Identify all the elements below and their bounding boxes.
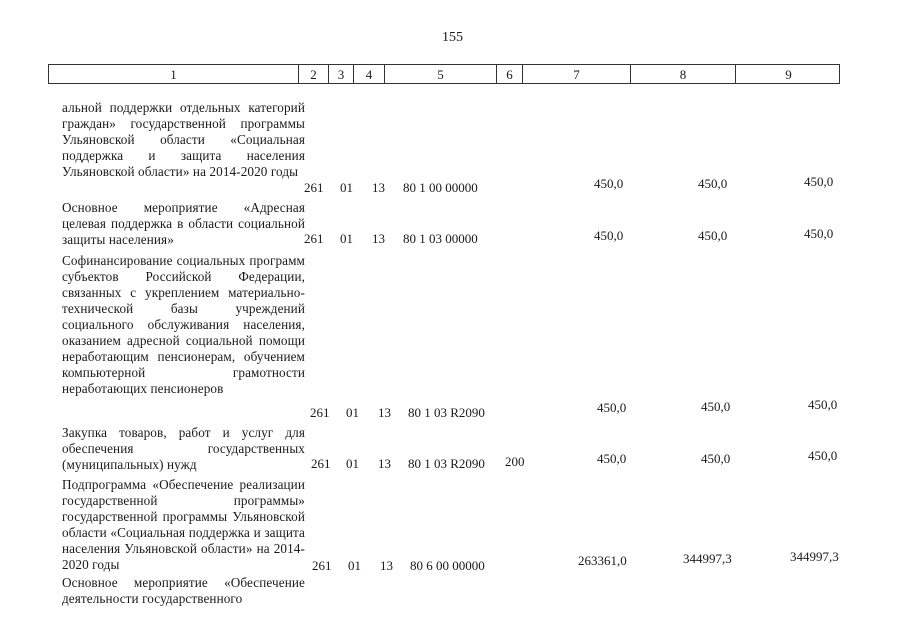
cell-col-9: 450,0 <box>804 226 834 241</box>
cell-col-7: 263361,0 <box>578 553 627 568</box>
header-col-5: 5 <box>385 65 497 83</box>
header-col-9: 9 <box>785 67 792 82</box>
cell-col-5: 80 1 00 00000 <box>403 180 478 195</box>
cell-col-9: 344997,3 <box>790 549 839 564</box>
cell-col-4: 13 <box>378 405 391 420</box>
header-col-7: 7 <box>523 65 631 83</box>
cell-col-7: 450,0 <box>594 228 624 243</box>
cell-col-9: 450,0 <box>808 397 838 412</box>
cell-col-8: 450,0 <box>701 399 731 414</box>
cell-col-9: 450,0 <box>804 174 834 189</box>
cell-col-3: 01 <box>340 180 353 195</box>
row-description: Основное мероприятие «Обеспечение деятельности государственного <box>62 575 305 606</box>
cell-col-7: 450,0 <box>597 451 627 466</box>
cell-col-3: 01 <box>340 231 353 246</box>
cell-col-4: 13 <box>372 231 385 246</box>
cell-col-2: 261 <box>312 558 332 573</box>
cell-col-2: 261 <box>310 405 330 420</box>
cell-col-2: 261 <box>311 456 331 471</box>
cell-col-8: 450,0 <box>698 228 728 243</box>
cell-col-8: 344997,3 <box>683 551 732 566</box>
header-col-6: 6 <box>497 65 523 83</box>
cell-col-4: 13 <box>378 456 391 471</box>
header-col-2: 2 <box>299 65 329 83</box>
row-description: Основное мероприятие «Адресная целевая поддержка в области социальной защиты населения» <box>62 200 305 247</box>
header-col-1: 1 <box>49 65 299 83</box>
cell-col-9: 450,0 <box>808 448 838 463</box>
cell-col-8: 450,0 <box>698 176 728 191</box>
cell-col-4: 13 <box>372 180 385 195</box>
cell-col-7: 450,0 <box>594 176 624 191</box>
row-description: Закупка товаров, работ и услуг для обеспечения государственных (муниципальных) нужд <box>62 425 305 472</box>
cell-col-5: 80 1 03 R2090 <box>408 405 485 420</box>
cell-col-5: 80 6 00 00000 <box>410 558 485 573</box>
cell-col-6: 200 <box>505 454 525 469</box>
cell-col-3: 01 <box>346 405 359 420</box>
row-description: Софинансирование социальных программ субъектов Российской Федерации, связанных с укреплением материально-технической базы учреждений социального обслуживания населения, оказанием адресной социальной помощи неработающим пенсионерам, обучением компьютерной грамотности неработающих пенсионеров <box>62 253 305 396</box>
page-number: 155 <box>442 30 463 45</box>
cell-col-3: 01 <box>348 558 361 573</box>
header-col-4: 4 <box>354 65 385 83</box>
header-col-3: 3 <box>329 65 354 83</box>
cell-col-5: 80 1 03 00000 <box>403 231 478 246</box>
cell-col-8: 450,0 <box>701 451 731 466</box>
header-col-8: 8 <box>631 65 736 83</box>
cell-col-7: 450,0 <box>597 400 627 415</box>
cell-col-3: 01 <box>346 456 359 471</box>
cell-col-2: 261 <box>304 231 324 246</box>
cell-col-2: 261 <box>304 180 324 195</box>
row-description: Подпрограмма «Обеспечение реализации государственной программы» государственной программы Ульяновской области «Социальная поддержка и защита населения Ульяновской области» на 2014-2020 годы <box>62 477 305 572</box>
row-description: альной поддержки отдельных категорий граждан» государственной программы Ульяновской области «Социальная поддержка и защита населения Ульяновской области» на 2014-2020 годы <box>62 100 305 179</box>
cell-col-5: 80 1 03 R2090 <box>408 456 485 471</box>
cell-col-4: 13 <box>380 558 393 573</box>
